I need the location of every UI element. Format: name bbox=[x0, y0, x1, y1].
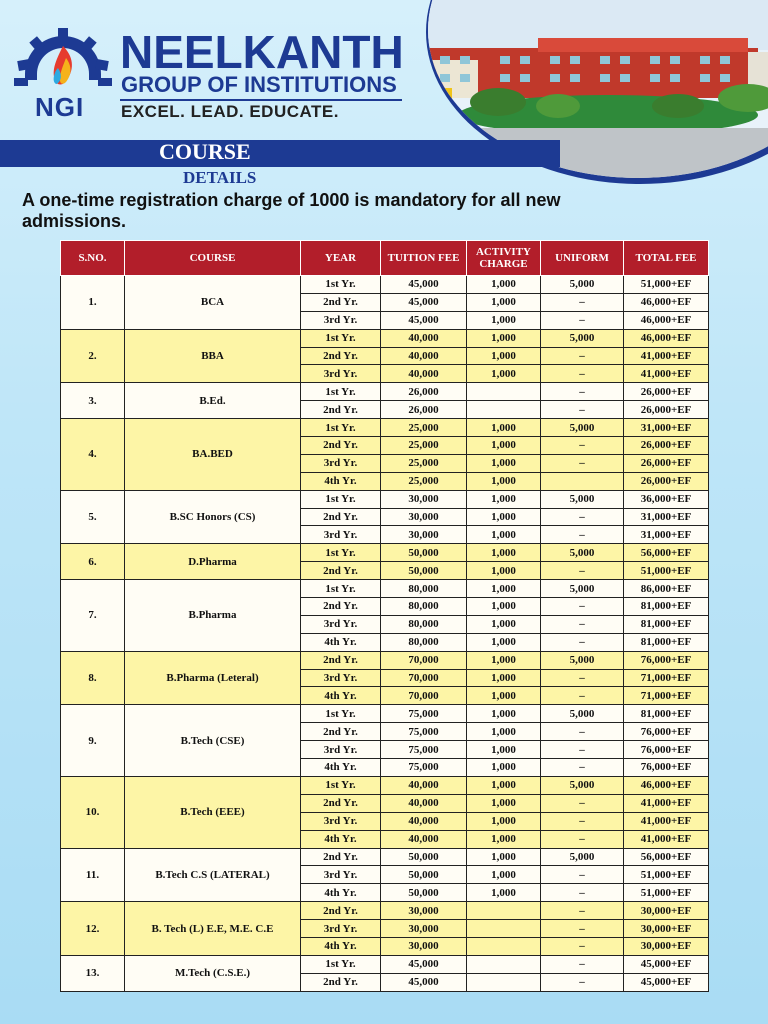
year-cell: 2nd Yr. bbox=[301, 347, 381, 365]
course-name: B. Tech (L) E.E, M.E. C.E bbox=[125, 902, 301, 956]
tuition-fee-cell: 26,000 bbox=[381, 383, 467, 401]
year-cell: 4th Yr. bbox=[301, 830, 381, 848]
uniform-cell: 5,000 bbox=[541, 705, 624, 723]
year-cell: 1st Yr. bbox=[301, 776, 381, 794]
serial-number: 10. bbox=[61, 776, 125, 848]
total-fee-cell: 26,000+EF bbox=[624, 383, 709, 401]
uniform-cell: 5,000 bbox=[541, 419, 624, 437]
total-fee-cell: 46,000+EF bbox=[624, 329, 709, 347]
tuition-fee-cell: 75,000 bbox=[381, 759, 467, 777]
course-name: BCA bbox=[125, 276, 301, 330]
tuition-fee-cell: 25,000 bbox=[381, 437, 467, 455]
year-cell: 4th Yr. bbox=[301, 472, 381, 490]
activity-charge-cell: 1,000 bbox=[467, 580, 541, 598]
total-fee-cell: 31,000+EF bbox=[624, 526, 709, 544]
tuition-fee-cell: 45,000 bbox=[381, 293, 467, 311]
tuition-fee-cell: 40,000 bbox=[381, 794, 467, 812]
tuition-fee-cell: 70,000 bbox=[381, 687, 467, 705]
total-fee-cell: 41,000+EF bbox=[624, 794, 709, 812]
column-header: UNIFORM bbox=[541, 241, 624, 276]
uniform-cell: – bbox=[541, 937, 624, 955]
uniform-cell: – bbox=[541, 311, 624, 329]
serial-number: 6. bbox=[61, 544, 125, 580]
tuition-fee-cell: 70,000 bbox=[381, 669, 467, 687]
total-fee-cell: 30,000+EF bbox=[624, 920, 709, 938]
total-fee-cell: 26,000+EF bbox=[624, 437, 709, 455]
total-fee-cell: 71,000+EF bbox=[624, 687, 709, 705]
uniform-cell: – bbox=[541, 812, 624, 830]
course-name: D.Pharma bbox=[125, 544, 301, 580]
year-cell: 1st Yr. bbox=[301, 276, 381, 294]
logo-text: NGI bbox=[35, 92, 85, 122]
serial-number: 5. bbox=[61, 490, 125, 544]
year-cell: 2nd Yr. bbox=[301, 902, 381, 920]
uniform-cell: – bbox=[541, 669, 624, 687]
course-name: B.Tech (EEE) bbox=[125, 776, 301, 848]
total-fee-cell: 26,000+EF bbox=[624, 454, 709, 472]
total-fee-cell: 56,000+EF bbox=[624, 848, 709, 866]
course-name: B.Tech C.S (LATERAL) bbox=[125, 848, 301, 902]
tuition-fee-cell: 50,000 bbox=[381, 562, 467, 580]
year-cell: 2nd Yr. bbox=[301, 848, 381, 866]
tuition-fee-cell: 75,000 bbox=[381, 705, 467, 723]
tuition-fee-cell: 30,000 bbox=[381, 937, 467, 955]
tuition-fee-cell: 26,000 bbox=[381, 401, 467, 419]
total-fee-cell: 45,000+EF bbox=[624, 973, 709, 991]
total-fee-cell: 26,000+EF bbox=[624, 401, 709, 419]
total-fee-cell: 86,000+EF bbox=[624, 580, 709, 598]
year-cell: 1st Yr. bbox=[301, 419, 381, 437]
year-cell: 1st Yr. bbox=[301, 580, 381, 598]
tuition-fee-cell: 30,000 bbox=[381, 902, 467, 920]
table-row bbox=[61, 705, 709, 723]
tuition-fee-cell: 80,000 bbox=[381, 598, 467, 616]
tuition-fee-cell: 50,000 bbox=[381, 848, 467, 866]
total-fee-cell: 51,000+EF bbox=[624, 866, 709, 884]
total-fee-cell: 45,000+EF bbox=[624, 955, 709, 973]
activity-charge-cell: 1,000 bbox=[467, 723, 541, 741]
total-fee-cell: 41,000+EF bbox=[624, 347, 709, 365]
uniform-cell: 5,000 bbox=[541, 848, 624, 866]
uniform-cell: 5,000 bbox=[541, 651, 624, 669]
institution-tagline: EXCEL. LEAD. EDUCATE. bbox=[121, 102, 339, 121]
uniform-cell: – bbox=[541, 293, 624, 311]
serial-number: 2. bbox=[61, 329, 125, 383]
tuition-fee-cell: 40,000 bbox=[381, 347, 467, 365]
tuition-fee-cell: 50,000 bbox=[381, 544, 467, 562]
uniform-cell: – bbox=[541, 508, 624, 526]
total-fee-cell: 36,000+EF bbox=[624, 490, 709, 508]
activity-charge-cell: 1,000 bbox=[467, 848, 541, 866]
uniform-cell: – bbox=[541, 920, 624, 938]
activity-charge-cell: 1,000 bbox=[467, 812, 541, 830]
table-row bbox=[61, 329, 709, 347]
activity-charge-cell: 1,000 bbox=[467, 347, 541, 365]
total-fee-cell: 56,000+EF bbox=[624, 544, 709, 562]
course-name: B.Ed. bbox=[125, 383, 301, 419]
section-subtitle: DETAILS bbox=[183, 168, 257, 187]
activity-charge-cell: 1,000 bbox=[467, 741, 541, 759]
uniform-cell: 5,000 bbox=[541, 329, 624, 347]
activity-charge-cell: 1,000 bbox=[467, 365, 541, 383]
uniform-cell: – bbox=[541, 598, 624, 616]
total-fee-cell: 51,000+EF bbox=[624, 276, 709, 294]
uniform-cell: – bbox=[541, 615, 624, 633]
institution-subtitle: GROUP OF INSTITUTIONS bbox=[121, 72, 397, 97]
year-cell: 3rd Yr. bbox=[301, 866, 381, 884]
year-cell: 1st Yr. bbox=[301, 329, 381, 347]
activity-charge-cell: 1,000 bbox=[467, 884, 541, 902]
activity-charge-cell: 1,000 bbox=[467, 794, 541, 812]
tuition-fee-cell: 50,000 bbox=[381, 884, 467, 902]
total-fee-cell: 26,000+EF bbox=[624, 472, 709, 490]
tuition-fee-cell: 70,000 bbox=[381, 651, 467, 669]
uniform-cell: 5,000 bbox=[541, 490, 624, 508]
activity-charge-cell: 1,000 bbox=[467, 437, 541, 455]
activity-charge-cell bbox=[467, 902, 541, 920]
year-cell: 3rd Yr. bbox=[301, 812, 381, 830]
total-fee-cell: 31,000+EF bbox=[624, 508, 709, 526]
total-fee-cell: 31,000+EF bbox=[624, 419, 709, 437]
tuition-fee-cell: 40,000 bbox=[381, 329, 467, 347]
year-cell: 3rd Yr. bbox=[301, 365, 381, 383]
total-fee-cell: 81,000+EF bbox=[624, 615, 709, 633]
total-fee-cell: 30,000+EF bbox=[624, 902, 709, 920]
uniform-cell: – bbox=[541, 884, 624, 902]
total-fee-cell: 76,000+EF bbox=[624, 759, 709, 777]
year-cell: 2nd Yr. bbox=[301, 794, 381, 812]
total-fee-cell: 51,000+EF bbox=[624, 562, 709, 580]
institution-name: NEELKANTH bbox=[120, 26, 404, 78]
activity-charge-cell bbox=[467, 920, 541, 938]
total-fee-cell: 30,000+EF bbox=[624, 937, 709, 955]
tuition-fee-cell: 25,000 bbox=[381, 454, 467, 472]
uniform-cell: – bbox=[541, 687, 624, 705]
table-row bbox=[61, 580, 709, 598]
activity-charge-cell: 1,000 bbox=[467, 830, 541, 848]
uniform-cell: – bbox=[541, 741, 624, 759]
year-cell: 2nd Yr. bbox=[301, 723, 381, 741]
total-fee-cell: 81,000+EF bbox=[624, 598, 709, 616]
tuition-fee-cell: 80,000 bbox=[381, 615, 467, 633]
fee-table bbox=[60, 240, 709, 992]
registration-notice: A one-time registration charge of 1000 is mandatory for all new admissions. bbox=[22, 190, 561, 231]
total-fee-cell: 76,000+EF bbox=[624, 723, 709, 741]
table-row bbox=[61, 383, 709, 401]
activity-charge-cell bbox=[467, 383, 541, 401]
total-fee-cell: 76,000+EF bbox=[624, 741, 709, 759]
section-title: COURSE bbox=[159, 139, 251, 164]
tuition-fee-cell: 40,000 bbox=[381, 776, 467, 794]
activity-charge-cell: 1,000 bbox=[467, 472, 541, 490]
serial-number: 9. bbox=[61, 705, 125, 777]
brand-divider bbox=[120, 99, 402, 101]
uniform-cell bbox=[541, 472, 624, 490]
activity-charge-cell: 1,000 bbox=[467, 329, 541, 347]
year-cell: 3rd Yr. bbox=[301, 615, 381, 633]
year-cell: 3rd Yr. bbox=[301, 454, 381, 472]
table-row bbox=[61, 955, 709, 973]
table-row bbox=[61, 776, 709, 794]
uniform-cell: – bbox=[541, 955, 624, 973]
tuition-fee-cell: 30,000 bbox=[381, 526, 467, 544]
course-name: B.SC Honors (CS) bbox=[125, 490, 301, 544]
year-cell: 4th Yr. bbox=[301, 687, 381, 705]
activity-charge-cell: 1,000 bbox=[467, 651, 541, 669]
tuition-fee-cell: 75,000 bbox=[381, 741, 467, 759]
column-header: TUITION FEE bbox=[381, 241, 467, 276]
uniform-cell: – bbox=[541, 365, 624, 383]
tuition-fee-cell: 45,000 bbox=[381, 311, 467, 329]
tuition-fee-cell: 25,000 bbox=[381, 419, 467, 437]
year-cell: 1st Yr. bbox=[301, 705, 381, 723]
serial-number: 4. bbox=[61, 419, 125, 491]
course-name: BBA bbox=[125, 329, 301, 383]
tuition-fee-cell: 25,000 bbox=[381, 472, 467, 490]
activity-charge-cell bbox=[467, 401, 541, 419]
year-cell: 4th Yr. bbox=[301, 759, 381, 777]
tuition-fee-cell: 80,000 bbox=[381, 580, 467, 598]
year-cell: 2nd Yr. bbox=[301, 437, 381, 455]
year-cell: 3rd Yr. bbox=[301, 669, 381, 687]
activity-charge-cell: 1,000 bbox=[467, 490, 541, 508]
uniform-cell: 5,000 bbox=[541, 544, 624, 562]
tuition-fee-cell: 40,000 bbox=[381, 812, 467, 830]
column-header: ACTIVITY CHARGE bbox=[467, 241, 541, 276]
total-fee-cell: 81,000+EF bbox=[624, 633, 709, 651]
year-cell: 4th Yr. bbox=[301, 937, 381, 955]
course-name: B.Pharma bbox=[125, 580, 301, 652]
uniform-cell: – bbox=[541, 526, 624, 544]
year-cell: 1st Yr. bbox=[301, 383, 381, 401]
activity-charge-cell bbox=[467, 973, 541, 991]
activity-charge-cell: 1,000 bbox=[467, 705, 541, 723]
serial-number: 12. bbox=[61, 902, 125, 956]
year-cell: 4th Yr. bbox=[301, 884, 381, 902]
activity-charge-cell: 1,000 bbox=[467, 669, 541, 687]
tuition-fee-cell: 40,000 bbox=[381, 830, 467, 848]
year-cell: 3rd Yr. bbox=[301, 920, 381, 938]
total-fee-cell: 41,000+EF bbox=[624, 365, 709, 383]
activity-charge-cell: 1,000 bbox=[467, 866, 541, 884]
column-header: YEAR bbox=[301, 241, 381, 276]
tuition-fee-cell: 45,000 bbox=[381, 276, 467, 294]
uniform-cell: – bbox=[541, 437, 624, 455]
fee-table-body bbox=[61, 276, 709, 992]
activity-charge-cell: 1,000 bbox=[467, 633, 541, 651]
activity-charge-cell: 1,000 bbox=[467, 276, 541, 294]
year-cell: 2nd Yr. bbox=[301, 401, 381, 419]
activity-charge-cell: 1,000 bbox=[467, 776, 541, 794]
tuition-fee-cell: 80,000 bbox=[381, 633, 467, 651]
total-fee-cell: 46,000+EF bbox=[624, 776, 709, 794]
serial-number: 1. bbox=[61, 276, 125, 330]
total-fee-cell: 46,000+EF bbox=[624, 293, 709, 311]
uniform-cell: – bbox=[541, 723, 624, 741]
year-cell: 1st Yr. bbox=[301, 490, 381, 508]
activity-charge-cell: 1,000 bbox=[467, 544, 541, 562]
activity-charge-cell: 1,000 bbox=[467, 508, 541, 526]
year-cell: 1st Yr. bbox=[301, 955, 381, 973]
table-row bbox=[61, 902, 709, 920]
year-cell: 2nd Yr. bbox=[301, 508, 381, 526]
uniform-cell: – bbox=[541, 383, 624, 401]
uniform-cell: – bbox=[541, 454, 624, 472]
section-banner bbox=[0, 140, 560, 167]
activity-charge-cell: 1,000 bbox=[467, 759, 541, 777]
tuition-fee-cell: 30,000 bbox=[381, 508, 467, 526]
table-row bbox=[61, 490, 709, 508]
activity-charge-cell bbox=[467, 937, 541, 955]
uniform-cell: – bbox=[541, 401, 624, 419]
activity-charge-cell: 1,000 bbox=[467, 615, 541, 633]
uniform-cell: – bbox=[541, 830, 624, 848]
activity-charge-cell: 1,000 bbox=[467, 598, 541, 616]
table-row bbox=[61, 544, 709, 562]
column-header: COURSE bbox=[125, 241, 301, 276]
year-cell: 1st Yr. bbox=[301, 544, 381, 562]
table-row bbox=[61, 276, 709, 294]
tuition-fee-cell: 40,000 bbox=[381, 365, 467, 383]
total-fee-cell: 41,000+EF bbox=[624, 812, 709, 830]
year-cell: 3rd Yr. bbox=[301, 311, 381, 329]
course-name: BA.BED bbox=[125, 419, 301, 491]
year-cell: 3rd Yr. bbox=[301, 741, 381, 759]
activity-charge-cell: 1,000 bbox=[467, 562, 541, 580]
tuition-fee-cell: 45,000 bbox=[381, 973, 467, 991]
uniform-cell: 5,000 bbox=[541, 580, 624, 598]
table-row bbox=[61, 419, 709, 437]
total-fee-cell: 71,000+EF bbox=[624, 669, 709, 687]
year-cell: 4th Yr. bbox=[301, 633, 381, 651]
uniform-cell: – bbox=[541, 347, 624, 365]
course-name: B.Tech (CSE) bbox=[125, 705, 301, 777]
uniform-cell: – bbox=[541, 866, 624, 884]
activity-charge-cell: 1,000 bbox=[467, 293, 541, 311]
total-fee-cell: 51,000+EF bbox=[624, 884, 709, 902]
year-cell: 3rd Yr. bbox=[301, 526, 381, 544]
serial-number: 13. bbox=[61, 955, 125, 991]
course-name: B.Pharma (Leteral) bbox=[125, 651, 301, 705]
activity-charge-cell: 1,000 bbox=[467, 687, 541, 705]
column-header: TOTAL FEE bbox=[624, 241, 709, 276]
tuition-fee-cell: 30,000 bbox=[381, 920, 467, 938]
serial-number: 11. bbox=[61, 848, 125, 902]
tuition-fee-cell: 75,000 bbox=[381, 723, 467, 741]
year-cell: 2nd Yr. bbox=[301, 293, 381, 311]
serial-number: 3. bbox=[61, 383, 125, 419]
uniform-cell: – bbox=[541, 973, 624, 991]
uniform-cell: – bbox=[541, 902, 624, 920]
activity-charge-cell: 1,000 bbox=[467, 419, 541, 437]
activity-charge-cell: 1,000 bbox=[467, 454, 541, 472]
tuition-fee-cell: 45,000 bbox=[381, 955, 467, 973]
uniform-cell: – bbox=[541, 794, 624, 812]
tuition-fee-cell: 30,000 bbox=[381, 490, 467, 508]
total-fee-cell: 81,000+EF bbox=[624, 705, 709, 723]
year-cell: 2nd Yr. bbox=[301, 598, 381, 616]
total-fee-cell: 46,000+EF bbox=[624, 311, 709, 329]
table-row bbox=[61, 848, 709, 866]
serial-number: 7. bbox=[61, 580, 125, 652]
uniform-cell: – bbox=[541, 562, 624, 580]
total-fee-cell: 76,000+EF bbox=[624, 651, 709, 669]
uniform-cell: 5,000 bbox=[541, 276, 624, 294]
tuition-fee-cell: 50,000 bbox=[381, 866, 467, 884]
uniform-cell: 5,000 bbox=[541, 776, 624, 794]
activity-charge-cell: 1,000 bbox=[467, 311, 541, 329]
year-cell: 2nd Yr. bbox=[301, 562, 381, 580]
total-fee-cell: 41,000+EF bbox=[624, 830, 709, 848]
year-cell: 2nd Yr. bbox=[301, 651, 381, 669]
fee-table-header bbox=[61, 241, 709, 276]
table-row bbox=[61, 651, 709, 669]
column-header: S.NO. bbox=[61, 241, 125, 276]
activity-charge-cell: 1,000 bbox=[467, 526, 541, 544]
activity-charge-cell bbox=[467, 955, 541, 973]
uniform-cell: – bbox=[541, 633, 624, 651]
year-cell: 2nd Yr. bbox=[301, 973, 381, 991]
uniform-cell: – bbox=[541, 759, 624, 777]
serial-number: 8. bbox=[61, 651, 125, 705]
course-name: M.Tech (C.S.E.) bbox=[125, 955, 301, 991]
